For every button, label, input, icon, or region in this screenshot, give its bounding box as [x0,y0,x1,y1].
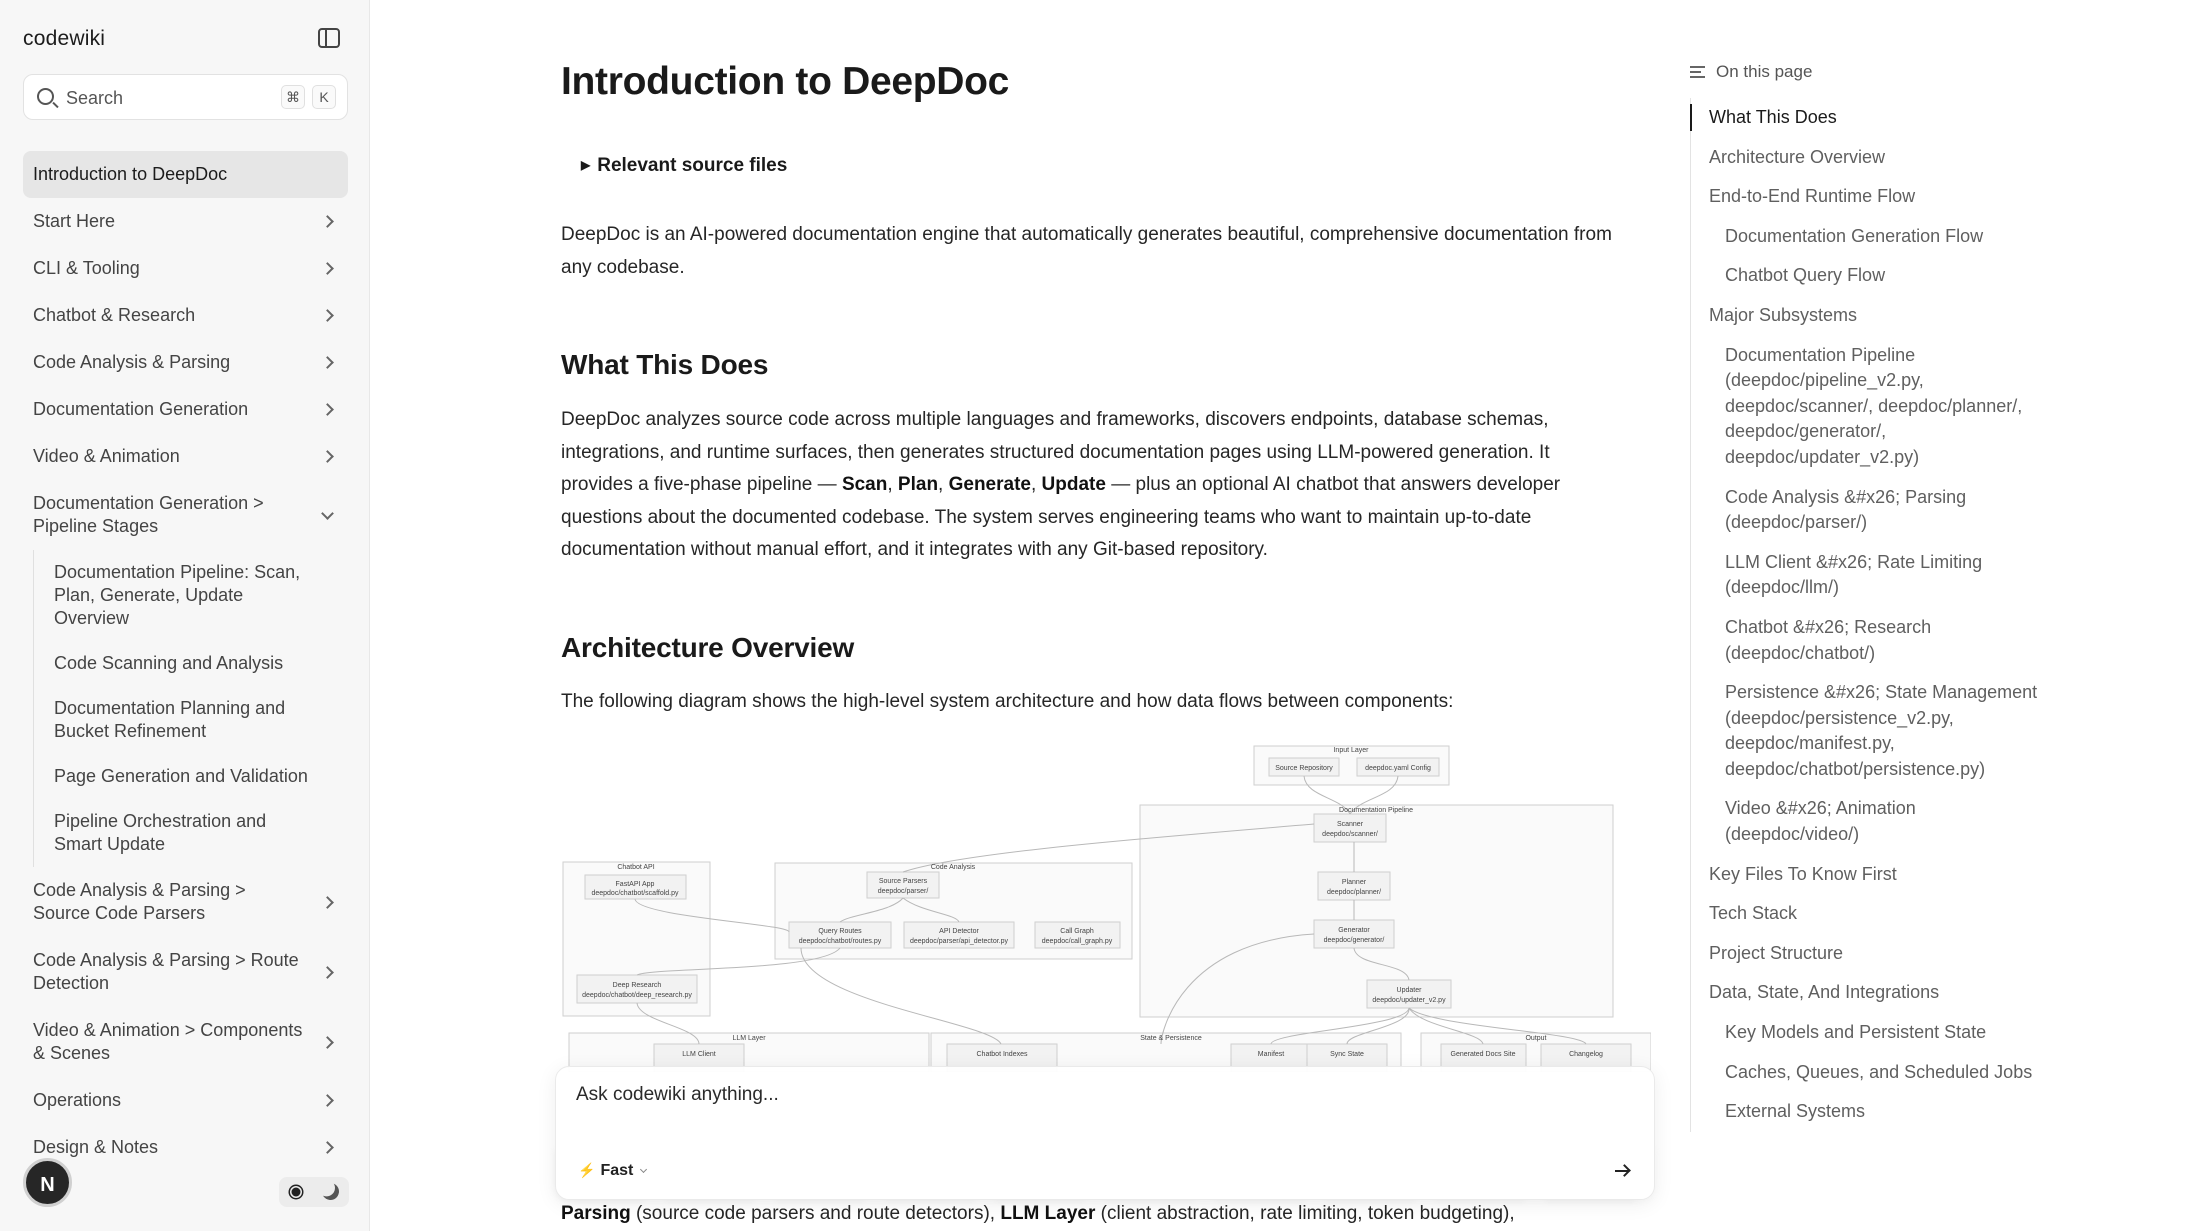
toc-list [1690,98,2050,1132]
sidebar-item-label: Documentation Pipeline: Scan, Plan, Generate, Update Overview [54,562,301,628]
diagram-label: LLM Client [682,1051,716,1058]
intro-paragraph: DeepDoc is an AI-powered documentation engine that automatically generates beautiful, comprehensive documentation from any codebase. [561,224,1612,278]
sidebar-item-label: Code Analysis & Parsing > Route Detection [33,950,299,993]
sidebar-item-code-analysis[interactable] [23,339,348,386]
sidebar-subitem-page-generation[interactable] [44,754,348,799]
sidebar-item-label: Operations [33,1090,122,1110]
bolt-icon: ⚡ [578,1162,596,1178]
diagram-label: Chatbot Indexes [976,1051,1028,1058]
sidebar-item-label: Chatbot & Research [33,305,196,325]
diagram-label: Query Routes [818,928,862,935]
kbd-k: K [312,85,336,109]
toc-item[interactable]: External Systems [1725,1101,1866,1122]
diagram-label: FastAPI App [615,881,655,888]
toc-item[interactable]: LLM Client &#x26; Rate Limiting (deepdoc/llm/) [1725,551,1983,598]
architecture-paragraph: The following diagram shows the high-level system architecture and how data flows between components: [561,691,1454,712]
sun-icon[interactable] [292,1188,301,1197]
send-arrow-icon[interactable] [1614,1163,1630,1179]
chevron-right-icon [321,1141,334,1154]
chevron-right-icon [321,1036,334,1049]
diagram-label: Manifest [1257,1051,1285,1058]
chat-composer[interactable] [555,1066,1655,1200]
relevant-source-files-toggle[interactable]: ▶ Relevant source files [581,155,787,177]
diagram-label: deepdoc/planner/ [1326,889,1382,896]
chevron-right-icon [321,896,334,909]
sidebar-item-label: Code Analysis & Parsing > Source Code Parsers [33,880,246,923]
sidebar-item-video-animation[interactable] [23,433,348,480]
subsystems-paragraph: Parsing (source code parsers and route detectors), LLM Layer (client abstraction, rate limiting, token budgeting), [561,1203,1515,1224]
toc-item[interactable]: Tech Stack [1709,903,1798,924]
diagram-label: Generator [1338,927,1370,934]
diagram-label: Updater [1396,987,1422,994]
toc-item[interactable]: Data, State, And Integrations [1709,982,1940,1003]
sidebar [0,0,370,1231]
toc-item[interactable]: Major Subsystems [1709,304,1858,325]
brand-logo[interactable]: codewiki [23,27,106,50]
chevron-right-icon [321,403,334,416]
moon-icon[interactable] [320,1181,342,1203]
diagram-label: deepdoc.yaml Config [1365,765,1431,772]
toc-item[interactable]: Code Analysis &#x26; Parsing (deepdoc/parser/) [1725,486,1967,533]
sidebar-item-cli-tooling[interactable] [23,245,348,292]
diagram-label: Code Analysis [930,864,976,871]
sidebar-subitem-orchestration[interactable] [44,799,348,867]
toc-item[interactable]: End-to-End Runtime Flow [1709,186,1916,207]
heading-what-this-does: What This Does [561,349,769,380]
diagram-label: Output [1525,1035,1547,1042]
sidebar-item-label: Code Analysis & Parsing [33,352,231,372]
search-label: Search [66,88,124,108]
sidebar-item-label: Introduction to DeepDoc [33,164,228,184]
chevron-down-icon [321,507,334,520]
diagram-label: Documentation Pipeline [1339,807,1413,814]
sidebar-item-label: Code Scanning and Analysis [54,653,284,673]
sidebar-item-route-detection[interactable] [23,937,348,1007]
diagram-label: Changelog [1569,1051,1603,1058]
diagram-label: Planner [1341,879,1367,886]
toc-item[interactable]: Chatbot &#x26; Research (deepdoc/chatbot/) [1725,616,1932,663]
sidebar-item-documentation-generation[interactable] [23,386,348,433]
toc-heading: On this page [1690,62,2050,82]
sidebar-item-label: CLI & Tooling [33,258,140,278]
diagram-label: Sync State [1330,1051,1364,1058]
diagram-label: Source Repository [1275,765,1333,772]
chevron-down-icon [640,1166,647,1173]
sidebar-item-source-code-parsers[interactable] [23,867,348,937]
chevron-right-icon [321,262,334,275]
diagram-label: Deep Research [612,982,662,989]
diagram-label: Scanner [1336,821,1364,828]
sidebar-item-design-notes[interactable] [23,1124,348,1171]
sidebar-item-label: Documentation Planning and Bucket Refinement [54,698,286,741]
toc-item[interactable]: Caches, Queues, and Scheduled Jobs [1725,1061,2033,1082]
toc-item[interactable]: Documentation Pipeline (deepdoc/pipeline_v2.py, deepdoc/scanner/, deepdoc/planner/, deepdoc/generator/, deepdoc/updater_v2.py) [1725,344,2023,467]
toc-item[interactable]: Project Structure [1709,942,1844,963]
main-content [561,0,1651,1231]
chevron-right-icon [321,966,334,979]
sidebar-item-introduction[interactable] [23,151,348,198]
sidebar-item-components-scenes[interactable] [23,1007,348,1077]
chat-input[interactable]: Ask codewiki anything... [576,1084,779,1105]
diagram-label: deepdoc/chatbot/deep_research.py [582,992,692,999]
diagram-label: Call Graph [1060,928,1094,935]
diagram-label: Input Layer [1333,747,1369,754]
toc-item[interactable]: Key Models and Persistent State [1725,1022,1987,1043]
diagram-label: deepdoc/chatbot/scaffold.py [591,890,679,897]
toc-item[interactable]: What This Does [1691,98,2050,138]
search-icon [37,88,54,105]
toc-item[interactable]: Chatbot Query Flow [1725,265,1886,286]
diagram-label: API Detector [939,928,979,935]
avatar[interactable]: N [23,1158,72,1207]
sidebar-item-label: Documentation Generation > Pipeline Stages [33,493,264,536]
kbd-cmd: ⌘ [281,85,305,109]
diagram-label: LLM Layer [732,1035,766,1042]
chevron-right-icon [321,309,334,322]
search-input[interactable] [23,74,348,120]
diagram-label: State & Persistence [1140,1035,1202,1042]
list-icon [1690,66,1705,78]
toc-item[interactable]: Architecture Overview [1709,146,1886,167]
diagram-label: deepdoc/updater_v2.py [1372,997,1446,1004]
diagram-label: deepdoc/generator/ [1323,937,1385,944]
diagram-label: deepdoc/scanner/ [1322,831,1378,838]
sidebar-item-label: Page Generation and Validation [54,766,308,786]
chevron-right-icon [321,1094,334,1107]
toc-item[interactable]: Video &#x26; Animation (deepdoc/video/) [1725,798,1916,845]
mode-selector[interactable] [578,1162,646,1180]
sidebar-item-operations[interactable] [23,1077,348,1124]
sidebar-subnav [33,550,348,867]
diagram-label: deepdoc/chatbot/routes.py [798,938,882,945]
sidebar-toggle-icon[interactable] [318,28,340,48]
sidebar-item-chatbot-research[interactable] [23,292,348,339]
sidebar-item-label: Documentation Generation [33,399,249,419]
mode-label: Fast [600,1162,634,1179]
sidebar-item-label: Design & Notes [33,1137,159,1157]
chevron-right-icon [321,356,334,369]
chevron-right-icon [321,215,334,228]
sidebar-item-label: Video & Animation > Components & Scenes [33,1020,303,1063]
sidebar-subitem-planning[interactable] [44,686,348,754]
diagram-label: deepdoc/parser/ [877,888,929,895]
diagram-label: Generated Docs Site [1450,1051,1516,1058]
what-this-does-paragraph: DeepDoc analyzes source code across multiple languages and frameworks, discovers endpoints, database schemas, integrations, and runtime surfaces, then generates structured documentation pages using LLM-powered generation. It provides a five-phase pipeline — Scan, Plan, Generate, Update — plus an optional AI chatbot that answers developer questions about the documented codebase. The system serves engineering teams who want to maintain up-to-date documentation without manual effort, and it integrates with any Git-based repository. [561,409,1561,560]
sidebar-subitem-pipeline-overview[interactable] [44,550,348,641]
sidebar-item-label: Video & Animation [33,446,180,466]
toc-item[interactable]: Key Files To Know First [1709,863,1897,884]
sidebar-item-start-here[interactable] [23,198,348,245]
sidebar-item-pipeline-stages[interactable] [23,480,348,550]
diagram-label: Chatbot API [617,864,655,871]
diagram-label: Source Parsers [878,878,928,885]
sidebar-subitem-code-scanning[interactable] [44,641,348,686]
diagram-label: deepdoc/parser/api_detector.py [909,938,1009,945]
toc-item[interactable]: Persistence &#x26; State Management (deepdoc/persistence_v2.py, deepdoc/manifest.py, deepdoc/chatbot/persistence.py) [1725,682,2038,779]
sidebar-item-label: Start Here [33,211,116,231]
page-title: Introduction to DeepDoc [561,60,1010,103]
heading-architecture-overview: Architecture Overview [561,632,855,663]
table-of-contents [1690,62,2050,1132]
sidebar-nav [23,151,348,1171]
toc-item[interactable]: Documentation Generation Flow [1725,225,1984,246]
theme-switcher [279,1177,349,1207]
architecture-diagram [561,742,1651,1072]
sidebar-item-label: Pipeline Orchestration and Smart Update [54,811,267,854]
diagram-label: deepdoc/call_graph.py [1041,938,1113,945]
chevron-right-icon [321,450,334,463]
